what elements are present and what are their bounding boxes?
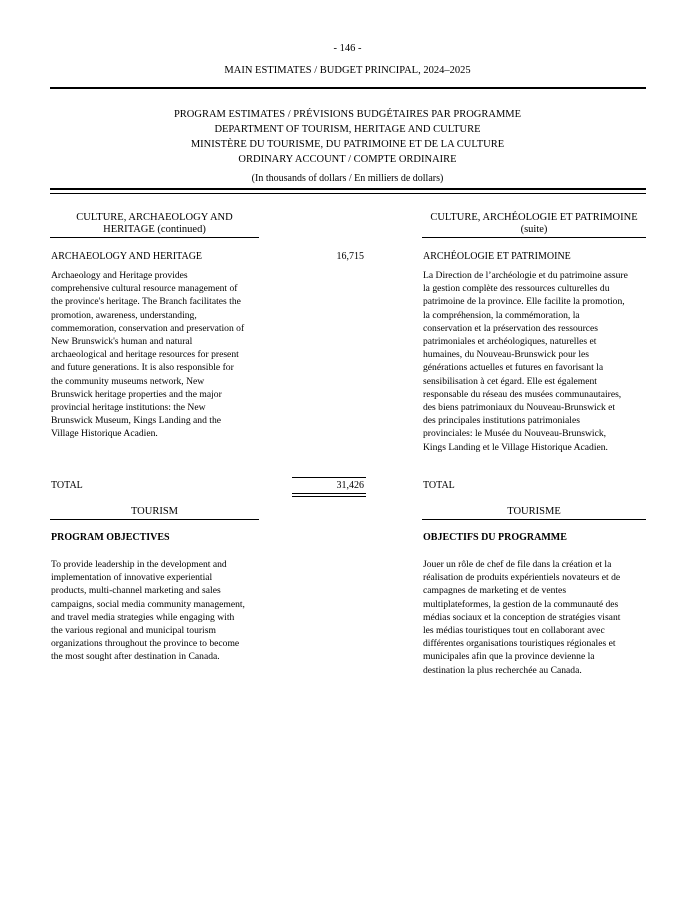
total-top-rule: [292, 477, 366, 478]
title-line-1: PROGRAM ESTIMATES / PRÉVISIONS BUDGÉTAIRES PAR PROGRAMME: [173, 109, 522, 120]
french-objective-line: Jouer un rôle de chef de file dans la création et la: [423, 559, 612, 570]
english-desc-line: provincial heritage institutions: the New: [51, 402, 206, 414]
french-objective-line: différentes organisations touristiques régionales et: [423, 638, 616, 650]
title-double-rule: [50, 188, 646, 194]
french-program-name: ARCHÉOLOGIE ET PATRIMOINE: [423, 251, 571, 262]
title-line-2: DEPARTMENT OF TOURISM, HERITAGE AND CULTURE: [214, 124, 481, 135]
english-objective-line: implementation of innovative experiential: [51, 572, 213, 584]
french-tourism-title: TOURISME: [422, 506, 646, 520]
english-desc-line: Brunswick Museum, Kings Landing and the: [51, 415, 222, 427]
total-double-underline: [292, 493, 366, 497]
english-tourism-title: TOURISM: [50, 506, 259, 520]
english-objective-line: the various regional and municipal tourism: [51, 625, 216, 637]
running-title: MAIN ESTIMATES / BUDGET PRINCIPAL, 2024–2025: [224, 65, 471, 76]
french-desc-line: provinciales: le Musée du Nouveau-Brunswick,: [423, 428, 607, 440]
english-desc-line: the province's heritage. The Branch facilitates the: [51, 296, 241, 308]
english-desc-line: commemoration, conservation and preservation of: [51, 322, 245, 334]
french-section-title-line2: (suite): [520, 224, 548, 235]
english-objective-line: To provide leadership in the development and: [51, 559, 227, 570]
french-objective-line: campagnes de marketing et de ventes: [423, 585, 567, 597]
english-desc-line: promotion, awareness, understanding,: [51, 309, 197, 321]
french-objective-line: médias sociaux et la conception de stratégies visant: [423, 611, 621, 623]
english-desc-line: archaeological and heritage resources for present: [51, 349, 239, 361]
english-objective-line: the most sought after destination in Canada.: [51, 651, 220, 663]
french-desc-line: la gestion complète des ressources culturelles du: [423, 283, 610, 295]
english-objective-line: and travel media strategies while engaging with: [51, 611, 235, 623]
english-section-title-line2: HERITAGE (continued): [103, 224, 206, 235]
english-objectives-heading: PROGRAM OBJECTIVES: [51, 532, 170, 543]
english-desc-line: New Brunswick's human and natural: [51, 336, 193, 348]
page-number: - 146 -: [333, 43, 362, 54]
english-desc-line: and future generations. It is also responsible for: [51, 362, 234, 374]
english-desc-line: the community museums network, New: [51, 375, 205, 387]
english-desc-line: comprehensive cultural resource management of: [51, 283, 238, 295]
english-total-label: TOTAL: [51, 480, 83, 491]
english-desc-line: Brunswick heritage properties and the major: [51, 388, 222, 400]
french-desc-line: La Direction de l’archéologie et du patrimoine assure: [423, 270, 628, 281]
archaeology-heritage-amount: 16,715: [336, 251, 364, 262]
english-objective-line: campaigns, social media community management,: [51, 598, 245, 610]
french-objective-line: réalisation de produits expérientiels novateurs et de: [423, 572, 621, 584]
header-rule: [50, 87, 646, 89]
total-amount: 31,426: [336, 480, 364, 491]
french-desc-line: responsable du réseau des musées communautaires,: [423, 388, 622, 400]
english-section-title-line1: CULTURE, ARCHAEOLOGY AND: [76, 212, 233, 223]
english-desc-line: Village Historique Acadien.: [51, 428, 158, 440]
title-block: [0, 107, 695, 186]
english-desc-line: Archaeology and Heritage provides: [51, 270, 188, 281]
french-description: [423, 269, 648, 454]
title-line-4: ORDINARY ACCOUNT / COMPTE ORDINAIRE: [238, 154, 457, 165]
french-desc-line: sensibilisation à cet égard. Elle est également: [423, 375, 597, 387]
french-desc-line: patrimoniales et archéologiques, naturelles et: [423, 336, 597, 348]
english-section-title: [50, 212, 259, 238]
english-objective-line: products, multi-channel marketing and sales: [51, 585, 221, 597]
french-desc-line: conservation et la préservation des ressources: [423, 322, 599, 334]
english-program-name: ARCHAEOLOGY AND HERITAGE: [51, 251, 203, 262]
title-line-3: MINISTÈRE DU TOURISME, DU PATRIMOINE ET DE LA CULTURE: [190, 139, 505, 150]
french-desc-line: humaines, du Nouveau-Brunswick pour les: [423, 349, 589, 361]
english-objectives: [51, 558, 266, 664]
french-objective-line: destination la plus recherchée au Canada.: [423, 664, 582, 676]
french-objective-line: municipales afin que la province devienne la: [423, 651, 595, 663]
french-objective-line: multiplateformes, la gestion de la communauté des: [423, 598, 619, 610]
french-desc-line: patrimoine de la province. Elle facilite la promotion,: [423, 296, 625, 308]
french-objectives: [423, 558, 648, 677]
french-objective-line: les médias touristiques tout en collaborant avec: [423, 625, 605, 637]
french-total-label: TOTAL: [423, 480, 455, 491]
units-note: (In thousands of dollars / En milliers de dollars): [251, 173, 444, 184]
english-description: [51, 269, 266, 441]
english-objective-line: organizations throughout the province to become: [51, 638, 240, 650]
french-section-title: [422, 212, 646, 238]
french-desc-line: Kings Landing et le Village Historique Acadien.: [423, 441, 608, 453]
french-desc-line: la compréhension, la commémoration, la: [423, 309, 580, 321]
french-desc-line: des principales institutions patrimoniales: [423, 415, 580, 427]
french-desc-line: des biens patrimoniaux du Nouveau-Brunswick et: [423, 402, 616, 414]
french-section-title-line1: CULTURE, ARCHÉOLOGIE ET PATRIMOINE: [430, 212, 638, 223]
french-desc-line: générations actuelles et futures en favorisant la: [423, 362, 604, 374]
french-objectives-heading: OBJECTIFS DU PROGRAMME: [423, 532, 567, 543]
